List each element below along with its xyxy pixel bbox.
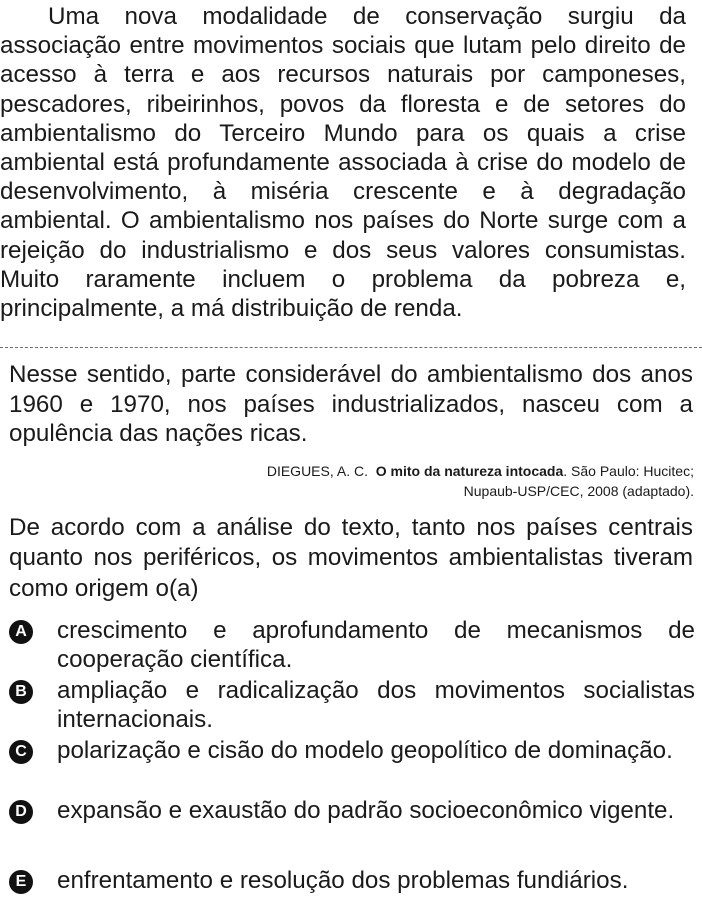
option-c-letter-badge: C [9, 740, 33, 764]
citation-author: DIEGUES, A. C. [266, 463, 368, 479]
option-b-letter-badge: B [9, 680, 33, 704]
option-c-text: polarização e cisão do modelo geopolítico de dominação. [57, 737, 673, 764]
option-e[interactable] [9, 866, 695, 895]
option-c[interactable] [9, 736, 695, 765]
option-b-text: ampliação e radicalização dos movimentos socialistas internacionais. [57, 677, 695, 733]
citation-publisher-continued: Nupaub-USP/CEC, 2008 (adaptado). [463, 483, 694, 499]
citation-title: O mito da natureza intocada [375, 463, 564, 479]
option-a-letter-badge: A [9, 620, 33, 644]
option-b[interactable] [9, 676, 695, 734]
passage-paragraph-2: Nesse sentido, parte considerável do ambientalismo dos anos 1960 e 1970, nos países industrializados, nasceu com a opulência das nações ricas. [9, 361, 693, 448]
option-d-letter-badge: D [9, 800, 33, 824]
option-d[interactable] [9, 796, 695, 825]
option-d-text: expansão e exaustão do padrão socioeconômico vigente. [57, 797, 675, 824]
dashed-divider [0, 347, 702, 348]
citation-publisher: . São Paulo: Hucitec; [563, 463, 694, 479]
question-stem: De acordo com a análise do texto, tanto nos países centrais quanto nos periféricos, os movimentos ambientalistas tiveram como origem o(a) [9, 514, 693, 602]
option-e-letter-badge: E [9, 870, 33, 894]
option-a-text: crescimento e aprofundamento de mecanismos de cooperação científica. [57, 617, 695, 673]
source-citation [134, 461, 694, 501]
option-e-text: enfrentamento e resolução dos problemas fundiários. [57, 867, 629, 894]
option-a[interactable] [9, 616, 695, 674]
passage-paragraph-1: Uma nova modalidade de conservação surgiu da associação entre movimentos sociais que lutam pelo direito de acesso à terra e aos recursos naturais por camponeses, pescadores, ribeirinhos, povos da floresta e de setores do ambientalismo do Terceiro Mundo para os quais a crise ambiental está profundamente associada à crise do modelo de desenvolvimento, à miséria crescente e à degradação ambiental. O ambientalismo nos países do Norte surge com a rejeição do industrialismo e dos seus valores consumistas. Muito raramente incluem o problema da pobreza e, principalmente, a má distribuição de renda. [0, 3, 686, 323]
